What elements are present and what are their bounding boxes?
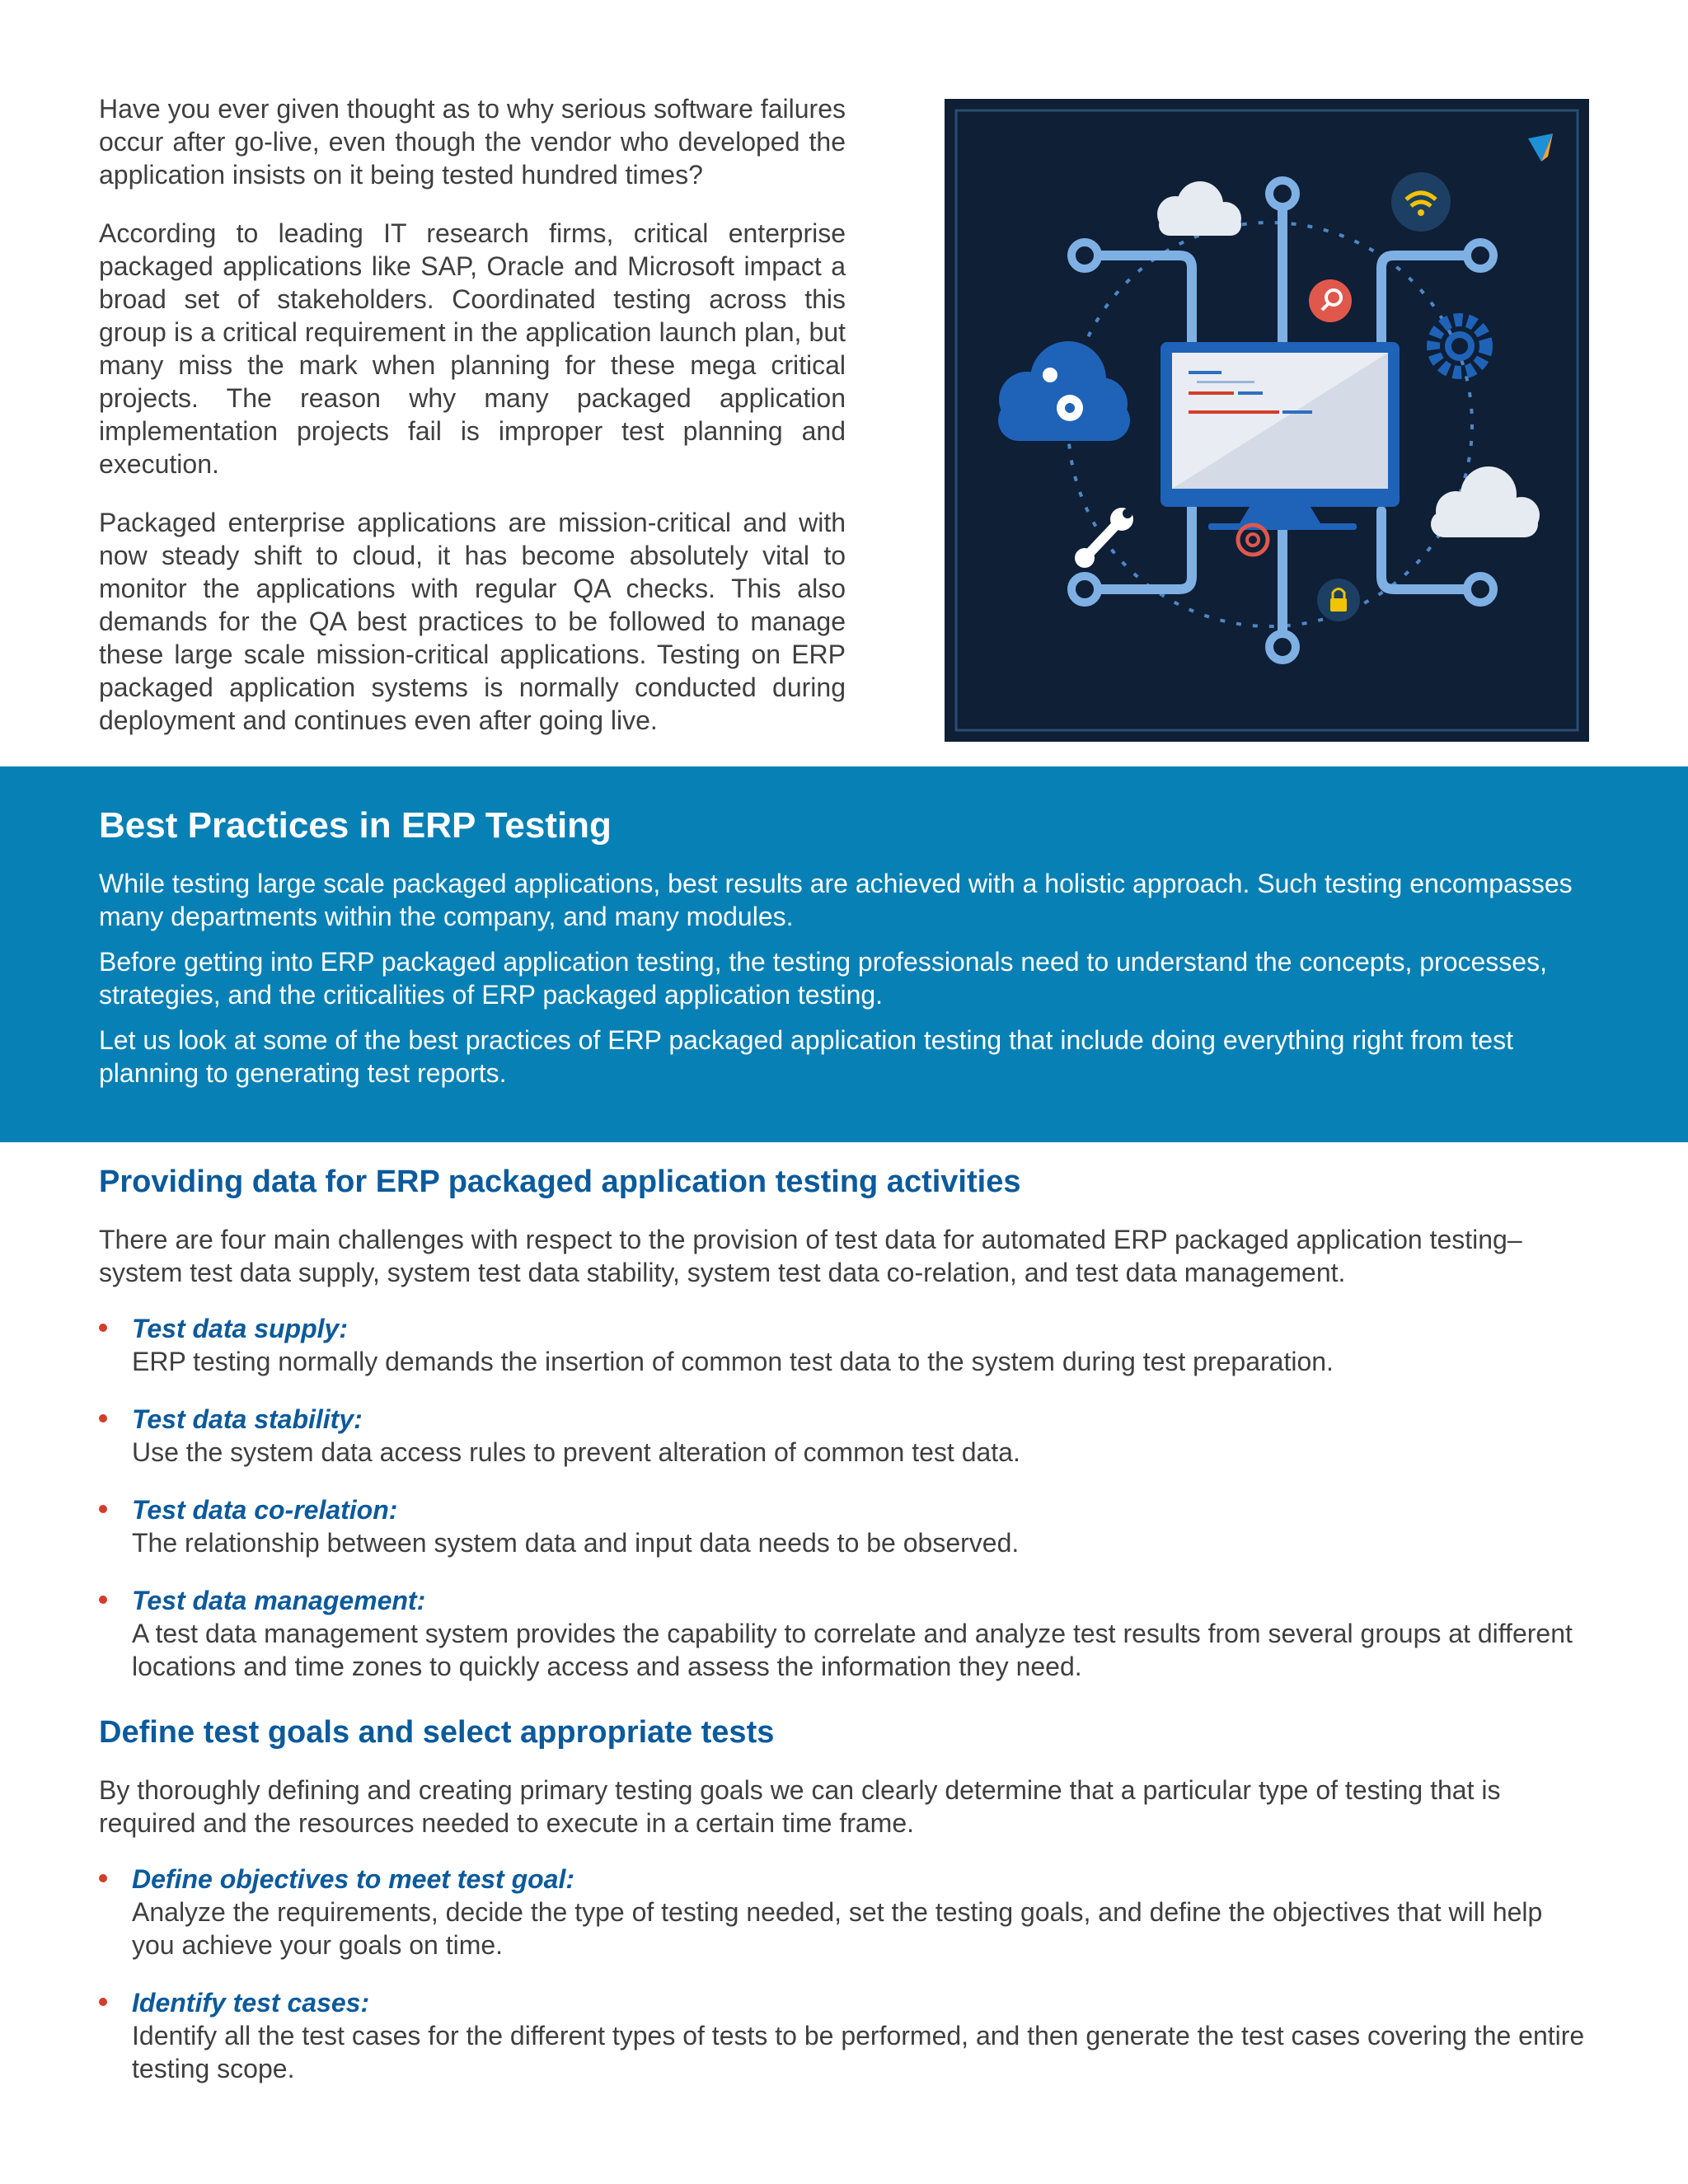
bullet-icon bbox=[99, 1998, 107, 2006]
monitor-icon bbox=[1160, 342, 1400, 530]
list-item-description: Analyze the requirements, decide the type of testing needed, set the testing goals, and define the objectives that will help you achieve your goals on time. bbox=[132, 1897, 1543, 1960]
list-item-description: The relationship between system data and input data needs to be observed. bbox=[132, 1528, 1020, 1558]
list-item-description: Use the system data access rules to prevent alteration of common test data. bbox=[132, 1437, 1020, 1467]
list-item-title: Test data management: bbox=[132, 1586, 426, 1615]
banner-paragraph-2: Before getting into ERP packaged application testing, the testing professionals need to understand the concepts, processes, strategies, and the criticalities of ERP packaged application testing. bbox=[99, 947, 1547, 1010]
list-item-title: Test data co-relation: bbox=[132, 1495, 398, 1525]
intro-text bbox=[99, 92, 846, 762]
list-item-description: Identify all the test cases for the different types of tests to be performed, and then generate the test cases covering the entire testing scope. bbox=[132, 2021, 1585, 2083]
list-item bbox=[99, 1863, 1591, 1961]
list-item-description: A test data management system provides the capability to correlate and analyze test results from several groups at different locations and time zones to quickly access and assess the information they need. bbox=[132, 1619, 1573, 1681]
best-practices-banner bbox=[0, 766, 1688, 1142]
main-content bbox=[99, 1162, 1591, 2110]
list-item-title: Test data supply: bbox=[132, 1314, 348, 1343]
list-item-title: Identify test cases: bbox=[132, 1988, 370, 2018]
list-item bbox=[99, 1584, 1591, 1683]
banner-title: Best Practices in ERP Testing bbox=[99, 805, 612, 846]
bullet-icon bbox=[99, 1874, 107, 1882]
bullet-icon bbox=[99, 1324, 107, 1332]
bullet-icon bbox=[99, 1505, 107, 1513]
intro-paragraph-2: According to leading IT research firms, critical enterprise packaged applications like SAP, Oracle and Microsoft impact a broad set of stakeholders. Coordinated testing across this group is a critical requirement in the application launch plan, but many miss the mark when planning for these mega critical projects. The reason why many packaged application implementation projects fail is improper test planning and execution. bbox=[99, 218, 846, 479]
list-item bbox=[99, 1493, 1591, 1559]
erp-illustration bbox=[945, 99, 1589, 742]
bullet-icon bbox=[99, 1596, 107, 1604]
list-item bbox=[99, 1403, 1591, 1469]
section-heading-test-data: Providing data for ERP packaged application testing activities bbox=[99, 1165, 1021, 1199]
list-item-title: Define objectives to meet test goal: bbox=[132, 1864, 575, 1894]
section-heading-test-goals: Define test goals and select appropriate tests bbox=[99, 1715, 775, 1750]
list-item-description: ERP testing normally demands the insertion of common test data to the system during test preparation. bbox=[132, 1347, 1334, 1376]
banner-paragraph-3: Let us look at some of the best practices of ERP packaged application testing that include doing everything right from test planning to generating test reports. bbox=[99, 1025, 1513, 1088]
list-item-title: Test data stability: bbox=[132, 1404, 363, 1434]
intro-paragraph-3: Packaged enterprise applications are mission-critical and with now steady shift to cloud, it has become absolutely vital to monitor the applications with regular QA checks. This also demands for the QA best practices to be followed to manage these large scale mission-critical applications. Testing on ERP packaged application systems is normally conducted during deployment and continues even after going live. bbox=[99, 508, 846, 735]
list-item bbox=[99, 1312, 1591, 1378]
section-lead-test-data: There are four main challenges with respect to the provision of test data for automated ERP packaged application testing– system test data supply, system test data stability, system test data co-relation, and test data management. bbox=[99, 1225, 1522, 1287]
intro-paragraph-1: Have you ever given thought as to why serious software failures occur after go-live, even though the vendor who developed the application insists on it being tested hundred times? bbox=[99, 94, 846, 190]
search-bubble-icon bbox=[1309, 279, 1352, 322]
section-lead-test-goals: By thoroughly defining and creating primary testing goals we can clearly determine that a particular type of testing that is required and the resources needed to execute in a certain time frame. bbox=[99, 1775, 1501, 1838]
banner-paragraph-1: While testing large scale packaged applications, best results are achieved with a holistic approach. Such testing encompasses many departments within the company, and many modules. bbox=[99, 869, 1573, 931]
list-item bbox=[99, 1986, 1591, 2085]
bullet-icon bbox=[99, 1414, 107, 1422]
